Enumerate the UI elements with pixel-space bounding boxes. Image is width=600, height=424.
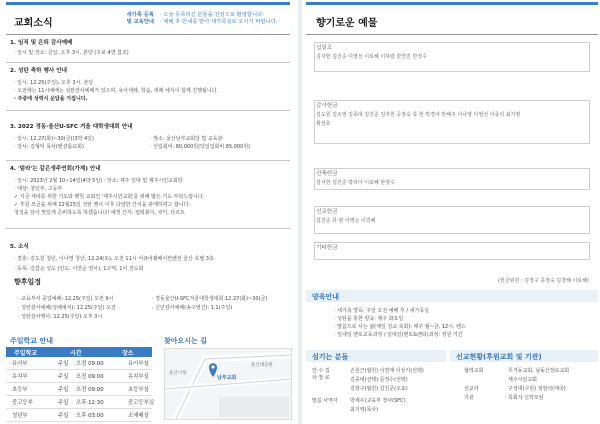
schedule-row: [6, 397, 155, 406]
events-title: 향후일정: [14, 278, 42, 286]
schedule-row: [6, 371, 152, 380]
offering-box: [314, 100, 590, 144]
schedule-cell: 중고등부: [12, 400, 33, 406]
offering-label: 선교헌금: [316, 209, 338, 215]
news-title: 양육안내: [312, 293, 340, 301]
title-divider: [306, 34, 598, 35]
offering-label: 기타헌금: [316, 245, 338, 251]
schedule-cell: 주일: [58, 387, 69, 393]
top-accent-bar: [306, 2, 598, 5]
news-line: · 일시: 12.27(화)~30(금)(3박 4일): [14, 136, 94, 142]
offering-box: [314, 242, 590, 260]
schedule-cell: 오전 09:00: [76, 361, 104, 367]
offering-note: (헌금위원 : 김정구 공장숙 김경해 이로혜): [498, 278, 589, 284]
location-map[interactable]: [164, 348, 292, 420]
missions-title: 선교현황(후원교회 및 기관): [456, 353, 542, 361]
schedule-cell: 초등부실: [128, 387, 149, 393]
event-item: · 경동울산U-SFC겨울대학생대회:12.27(화)~30(금): [152, 296, 268, 302]
map-title: 찾아오시는 길: [164, 337, 208, 345]
event-item: · 신년감사예배(송구영신): 1.1(주일): [152, 305, 233, 311]
servers-title: 섬기는 분들: [312, 353, 349, 361]
news-line: · 등록: 김갑순 성도 (인도: 이면순 권사), 1구역, 1여 전도회: [14, 266, 144, 272]
schedule-header-cell: 주일학교: [14, 350, 38, 357]
offering-names: 김진준 류 현 이영순 이진혜: [316, 218, 376, 224]
mission-names: 제주시민교회: [508, 377, 537, 383]
news-title: 5. 소식: [10, 244, 29, 250]
schedule-cell: 초등부: [12, 387, 28, 393]
divider: [6, 160, 290, 161]
divider: [6, 228, 290, 229]
news-title: 2. 성탄 축하 행사 안내: [10, 68, 68, 74]
schedule-row: [6, 410, 152, 419]
news-line: · 대상: 청년부, 고등부: [14, 186, 63, 192]
offering-names: 김자헌 김진준 박리아 이로혜 한정수: [316, 180, 395, 186]
schedule-cell: 유치부: [12, 374, 28, 380]
map-road-label: 울산대공원: [251, 363, 273, 368]
schedule-cell: 주일: [58, 361, 69, 367]
schedule-cell: 유치부실: [128, 374, 149, 380]
church-news-page: [0, 0, 296, 424]
news-line: · 일시 및 장소: 금일, 오후 3시, 본당 (주보 4면 참조): [14, 50, 129, 56]
offering-box: [314, 168, 590, 190]
news-line: · 오전에는 11시예배는 성탄감사예배가 있으며, 유아세례, 학습, 세례 예식이 함께 진행됩니다.: [14, 88, 219, 94]
schedule-header-cell: 시간: [70, 350, 82, 357]
divider: [6, 110, 290, 111]
top-accent-bar: [6, 2, 290, 5]
news-line: · 일시: 12.25(주일), 오후 3시, 본당: [14, 80, 94, 86]
news-line: · 장소: 울산남부교회당 및 교육관: [150, 136, 223, 142]
schedule-cell: 청년부: [12, 413, 28, 419]
offering-label: 감사헌금: [316, 103, 338, 109]
schedule-cell: 유아부실: [128, 361, 149, 367]
news-line: · 선입회비: 80,000원(당일입회비 85,000원): [150, 144, 251, 150]
map-road-label: 울산시청: [169, 371, 187, 376]
mission-role: 기관: [464, 395, 474, 401]
server-role: 안 수 집 사 장 로: [312, 368, 330, 381]
schedule-cell: 중고등부실: [128, 400, 155, 406]
server-names: 박제우(교육부 장사(SFC): [350, 398, 406, 404]
schedule-row-divider: [6, 395, 152, 396]
page-fold: [298, 0, 302, 424]
schedule-cell: 오후 03:00: [76, 413, 104, 419]
news-title: 1. 임직 및 은퇴 감사예배: [10, 40, 73, 46]
offering-names: 황상호: [316, 121, 331, 127]
welcome-text: · 오늘 등록하신 분들을 진심으로 환영합니다. · 예배 후 안내를 받아 새가족실로 오시기 바랍니다.: [160, 12, 278, 25]
schedule-header: [6, 347, 152, 357]
schedule-row-divider: [6, 382, 152, 383]
offering-names: 김자헌 김진준 이영선 이로혜 이하람 한연진 한정수: [316, 54, 427, 60]
schedule-header-cell: 장소: [122, 350, 134, 357]
schedule-row: [6, 384, 152, 393]
news-line: ✓ 후원 모금을 위해 12월25일 성탄 행사 이후 다양한 간식을 판매하려고 합니다.: [14, 202, 191, 208]
offering-label: 십일조: [316, 45, 333, 51]
schedule-cell: 유아부: [12, 361, 28, 367]
server-names: 최기영(목사): [350, 407, 379, 413]
schedule-cell: 주일: [58, 400, 69, 406]
mission-names: 목회자 신학모임: [508, 395, 544, 401]
schedule-cell: 소예배실: [128, 413, 149, 419]
news-title: 4. '텀라'는 같은생주연회(가제) 안내: [10, 166, 101, 172]
schedule-title: 주일학교 안내: [10, 337, 54, 345]
schedule-cell: 오전 09:00: [76, 387, 104, 393]
offerings-page: [304, 0, 600, 424]
page-title: 향기로운 예물: [316, 18, 378, 29]
news-line: · 성탄을 통한 양육: 제주 화요일: [334, 316, 404, 322]
mission-role: 협력교회: [464, 368, 484, 374]
map-graphic: [165, 349, 292, 420]
schedule-row: [6, 358, 152, 367]
schedule-row-divider: [6, 421, 152, 422]
news-line: · 일시: 2023년 2월 10~14일(4박 5일) · 장소: 제주 일대 및 제주시민교회당: [14, 178, 183, 184]
news-line: · 새가족 양육: 주일 오전 예배 후 / 새가족실: [334, 308, 429, 314]
news-line: · 주중에 성력식 운답을 가집니다.: [14, 96, 88, 102]
schedule-cell: 오전 09:00: [76, 374, 104, 380]
map-church-label: 남부교회: [217, 375, 237, 381]
news-line: · 일대일 멘토교육과정 / 일대일(멘토&멘티)과정: 정원 기간: [334, 332, 463, 338]
event-item: · 교육부서 종업예배: 12.25(주일) 오전 9시: [18, 296, 114, 302]
schedule-cell: 오후 12:30: [76, 400, 104, 406]
mission-role: 선교사: [464, 386, 479, 392]
event-item: · 성탄감사예배(성례예식): 12.25(주일) 오전: [18, 305, 116, 311]
divider: [6, 62, 290, 63]
server-names: 손원근(협원) 이연재 이상기(선택): [350, 368, 424, 374]
news-line: 청성을 담아 맛있게 준비하도록 하겠습니다! 예정 간식: 컵떡볶이, 쿠키, 타르트: [14, 210, 185, 216]
news-line: · 결혼: 김도원 청년, 이나영 청년, 12.24(토), 오전 11시 어큐어웰페어컨벤션 울산 호텔 3층: [14, 256, 214, 262]
offering-names: 김도원 김소영 김종대 김진준 김자헌 공장숙 류 현 박경아 박해주 이나영 이영선 이종석 최기영: [316, 112, 521, 118]
server-names: 김종대(선택) 문정수(선택): [350, 377, 408, 383]
schedule-row-divider: [6, 369, 152, 370]
offering-label: 건축헌금: [316, 171, 338, 177]
mission-names: 구성대(구원) 정현석(태국): [508, 386, 566, 392]
mission-names: 무거동교회, 남동산장로교회: [508, 368, 570, 374]
server-role: 말씀 사역자: [312, 398, 338, 404]
welcome-label: 새가족 등록 및 교육안내: [126, 12, 154, 25]
schedule-cell: 주일: [58, 413, 69, 419]
server-names: 김장구(협원) 김진준(오토): [350, 386, 408, 392]
news-strip: [306, 290, 598, 302]
schedule-cell: 주일: [58, 374, 69, 380]
news-title: 3. 2022 경동·울산U-SFC 겨울 대학생대회 안내: [10, 124, 133, 130]
page-title: 교회소식: [14, 18, 53, 29]
news-line: ✓ 지금 세대를 위한 기도와 행원 교회인 '제주시민교회'를 위해 많은 기도 부탁드립니다.: [14, 194, 205, 200]
schedule-row-divider: [6, 408, 152, 409]
news-line: · 말씀으로 사는 삶(제일 성교 목회): 매주 월~금, 12시, 밴드: [334, 324, 466, 330]
event-item: · 성탄감사행사: 12.25(주일) 오후 3시: [18, 314, 103, 320]
title-divider: [6, 34, 290, 35]
news-line: · 강사: 김형익 목사(벧샬롬교회): [14, 144, 84, 150]
